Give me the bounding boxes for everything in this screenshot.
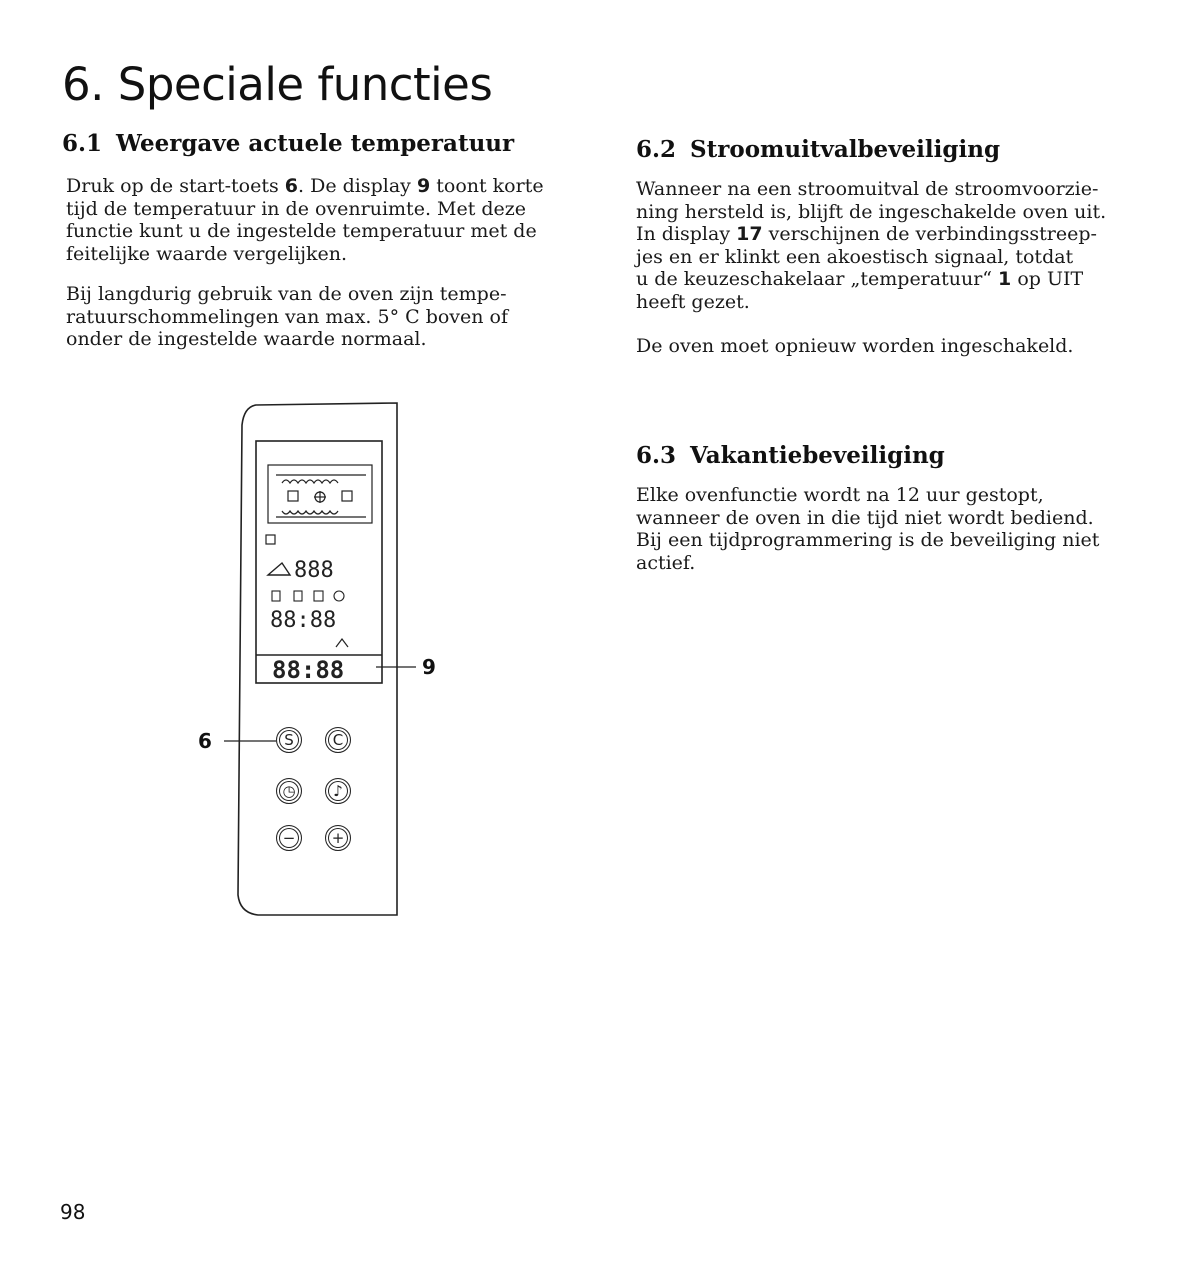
text-line	[636, 529, 1099, 552]
lock-icon	[266, 535, 275, 544]
section-title: Vakantiebeveiliging	[690, 442, 945, 469]
text-line	[636, 246, 1106, 269]
text-line	[636, 335, 1073, 358]
text-run: ratuurschommelingen van max. 5° C boven of	[66, 305, 509, 328]
paragraph	[66, 283, 508, 351]
text-line	[636, 223, 1106, 246]
chapter-title	[62, 58, 492, 111]
section-number: 6.3	[636, 442, 677, 469]
text-line	[636, 507, 1099, 530]
text-line	[66, 220, 544, 243]
reference-number: 9	[416, 175, 431, 197]
minus-button[interactable]: −	[276, 825, 302, 851]
text-run: op UIT	[1011, 268, 1084, 290]
oven-control-panel-figure	[190, 395, 450, 920]
paragraph	[636, 178, 1106, 313]
defrost-icon	[342, 491, 352, 501]
cook-time-icon	[272, 591, 280, 601]
text-run: functie kunt u de ingestelde temperatuur met de	[66, 220, 537, 242]
callout-label-9: 9	[422, 655, 436, 679]
text-line	[636, 178, 1106, 201]
text-line	[636, 268, 1106, 291]
text-line	[636, 201, 1106, 224]
end-time-icon	[294, 591, 302, 601]
text-line	[636, 291, 1106, 314]
probe-icon	[336, 639, 348, 647]
start-button[interactable]: S	[276, 727, 302, 753]
text-line	[636, 484, 1099, 507]
bottom-digits: 88:88	[272, 656, 345, 684]
text-run: Druk op de start-toets	[66, 175, 285, 197]
text-run: heeft gezet.	[636, 290, 750, 313]
section-heading-6-2	[636, 136, 1000, 163]
paragraph	[66, 175, 544, 265]
text-line	[66, 328, 508, 351]
text-run: toont korte	[430, 175, 544, 197]
text-run: tijd de temperatuur in de ovenruimte. Met deze	[66, 197, 527, 220]
reference-number: 6	[284, 175, 299, 197]
section-heading-6-1	[62, 130, 514, 157]
plus-button[interactable]: +	[325, 825, 351, 851]
timer-button[interactable]: ◷	[276, 778, 302, 804]
text-run: Bij een tijdprogrammering is de beveiliging niet	[636, 529, 1100, 551]
temperature-icon	[268, 563, 290, 575]
text-run: u de keuzeschakelaar „temperatuur“	[636, 268, 999, 290]
control-panel-drawing	[190, 395, 450, 920]
alarm-icon	[334, 591, 344, 601]
reference-number: 17	[736, 223, 763, 245]
program-icon	[314, 591, 323, 601]
text-run: wanneer de oven in die tijd niet wordt bediend.	[636, 506, 1094, 529]
page-number: 98	[60, 1200, 86, 1224]
section-title: Stroomuitvalbeveiliging	[690, 136, 1001, 163]
callout-label-6: 6	[198, 729, 212, 753]
paragraph	[636, 484, 1099, 574]
text-run: ning hersteld is, blijft de ingeschakelde oven uit.	[636, 200, 1107, 223]
text-run: verschijnen de verbindingsstreep-	[762, 223, 1097, 245]
text-run: . De display	[298, 175, 417, 197]
section-title: Weergave actuele temperatuur	[116, 130, 515, 157]
text-line	[66, 175, 544, 198]
meat-probe-button[interactable]: ♪	[325, 778, 351, 804]
clock-button[interactable]: C	[325, 727, 351, 753]
section-heading-6-3	[636, 442, 945, 469]
text-line	[636, 552, 1099, 575]
temperature-digits: 888	[294, 558, 334, 583]
text-run: In display	[636, 223, 737, 245]
grill-icon	[288, 491, 298, 501]
reference-number: 1	[998, 268, 1012, 290]
text-run: onder de ingestelde waarde normaal.	[66, 328, 427, 350]
section-number: 6.2	[636, 136, 677, 163]
paragraph	[636, 335, 1073, 358]
text-line	[66, 198, 544, 221]
clock-digits: 88:88	[270, 608, 337, 633]
text-line	[66, 283, 508, 306]
bottom-heat-icon	[282, 511, 338, 514]
chapter-title-text: Speciale functies	[117, 58, 493, 111]
top-heat-icon	[282, 480, 338, 483]
text-line	[66, 243, 544, 266]
text-run: De oven moet opnieuw worden ingeschakeld.	[636, 335, 1074, 357]
text-run: Wanneer na een stroomuitval de stroomvoorzie-	[636, 178, 1099, 200]
text-run: actief.	[636, 551, 696, 574]
text-run: feitelijke waarde vergelijken.	[66, 242, 348, 265]
text-line	[66, 306, 508, 329]
text-run: Bij langdurig gebruik van de oven zijn tempe-	[66, 283, 507, 305]
text-run: jes en er klinkt een akoestisch signaal, totdat	[636, 245, 1074, 268]
section-number: 6.1	[62, 130, 103, 157]
chapter-number: 6.	[62, 58, 104, 111]
text-run: Elke ovenfunctie wordt na 12 uur gestopt,	[636, 484, 1044, 506]
